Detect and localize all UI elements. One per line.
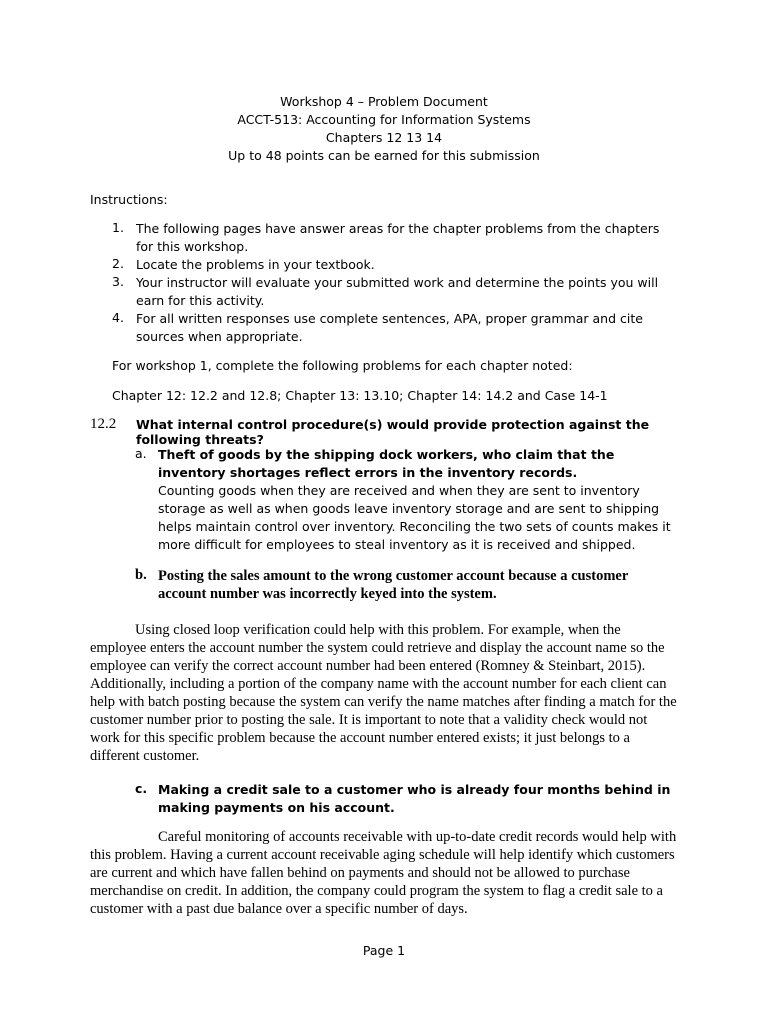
instructions-heading: Instructions: [90,192,168,207]
list-item: The following pages have answer areas for the chapter problems from the chapters for this workshop. [136,221,660,254]
list-item: For all written responses use complete sentences, APA, proper grammar and cite sources when appropriate. [136,311,643,344]
header-course: ACCT-513: Accounting for Information Systems [237,112,531,127]
list-item-number: 1. [112,220,124,235]
list-item-number: 3. [112,274,124,289]
part-a-answer: Counting goods when they are received and when they are sent to inventory storage as well as when goods leave inventory storage and are sent to shipping helps maintain control over inventory. Reconciling the two sets of counts makes it more difficult for employees to steal inventory as it is received and shipped. [158,483,671,552]
header-title: Workshop 4 – Problem Document [280,94,488,109]
document-header [0,93,768,165]
list-item-number: 4. [112,310,124,325]
list-item: Your instructor will evaluate your submitted work and determine the points you will earn for this activity. [136,275,659,308]
problem-number: 12.2 [90,416,117,432]
problem-question: What internal control procedure(s) would provide protection against the following threats? [136,417,650,447]
header-points: Up to 48 points can be earned for this submission [228,148,540,163]
part-a-label: a. [135,446,147,461]
list-item: Locate the problems in your textbook. [136,257,375,272]
part-c-answer: Careful monitoring of accounts receivable with up-to-date credit records would help with this problem. Having a current account receivable aging schedule will help identify which customers are current and which have fallen behind on payments and should not be allowed to purchase merchandise on credit. In addition, the company could program the system to flag a credit sale to a customer with a past due balance over a specific number of days. [90,829,677,917]
part-c-label: c. [135,781,148,796]
part-b-question: Posting the sales amount to the wrong customer account because a customer account number was incorrectly keyed into the system. [158,568,629,602]
chapters-note: Chapter 12: 12.2 and 12.8; Chapter 13: 13.10; Chapter 14: 14.2 and Case 14-1 [112,388,608,403]
part-a-question: Theft of goods by the shipping dock workers, who claim that the inventory shortages reflect errors in the inventory records. [158,447,615,480]
header-chapters: Chapters 12 13 14 [325,130,443,145]
part-c-question: Making a credit sale to a customer who is already four months behind in making payments on his account. [158,782,671,815]
list-item-number: 2. [112,256,124,271]
part-b-answer: Using closed loop verification could help with this problem. For example, when the employee enters the account number the system could retrieve and display the account name so the employee can verify the correct account number had been entered (Romney & Steinbart, 2015). Additionally, including a portion of the company name with the account number for each client can help with batch posting because the system can verify the name matches after finding a match for the customer number prior to posting the sale. It is important to note that a validity check would not work for this specific problem because the account number entered exists; it just belongs to a different customer. [90,622,677,764]
page-number: Page 1 [362,943,406,958]
workshop-note: For workshop 1, complete the following problems for each chapter noted: [112,358,573,373]
part-b-label: b. [135,567,147,583]
